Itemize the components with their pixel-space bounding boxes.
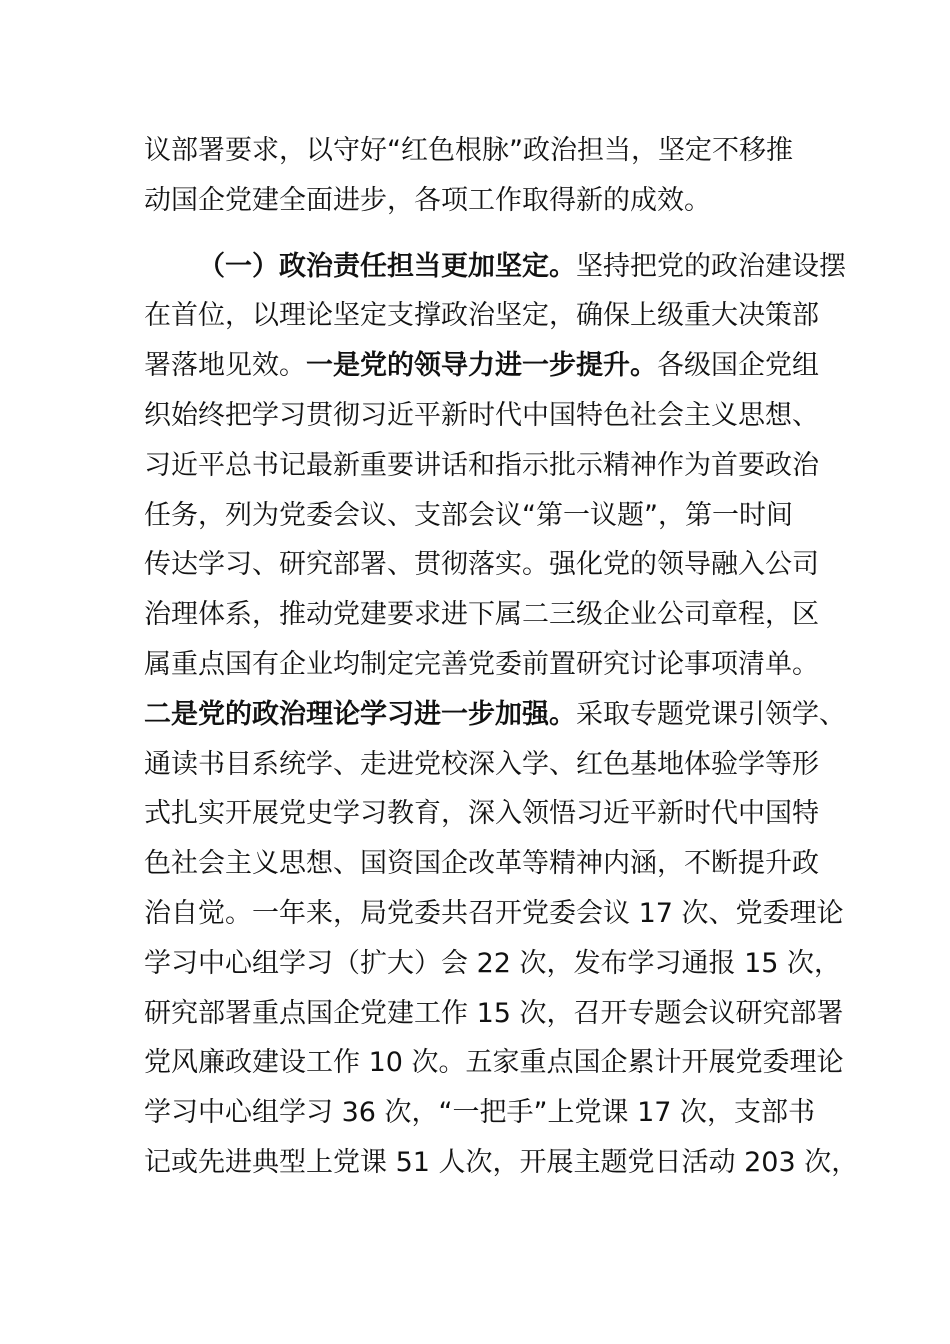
text-line	[144, 291, 824, 341]
subheading-bold: 二是党的政治理论学习进一步加强。	[144, 698, 576, 730]
text-line	[144, 1138, 859, 1188]
text-segment: 动国企党建全面进步，各项工作取得新的成效。	[144, 184, 711, 216]
text-segment: 记或先进典型上党课 51 人次，开展主题党日活动 203 次，	[144, 1146, 859, 1178]
text-line	[144, 126, 824, 176]
text-line	[144, 690, 846, 740]
text-segment: 署落地见效。	[144, 350, 306, 382]
text-segment: 治理体系，推动党建要求进下属二三级企业公司章程，区	[144, 599, 819, 631]
subheading-bold: 一是党的领导力进一步提升。	[306, 350, 657, 382]
text-segment: 研究部署重点国企党建工作 15 次，召开专题会议研究部署	[144, 997, 844, 1029]
text-segment: 式扎实开展党史学习教育，深入领悟习近平新时代中国特	[144, 798, 819, 830]
text-line	[144, 391, 824, 441]
text-line	[144, 540, 824, 590]
text-line	[144, 939, 842, 989]
text-segment: 传达学习、研究部署、贯彻落实。强化党的领导融入公司	[144, 549, 819, 581]
text-segment: 学习中心组学习（扩大）会 22 次，发布学习通报 15 次，	[144, 947, 842, 979]
text-segment: 色社会主义思想、国资国企改革等精神内涵，不断提升政	[144, 848, 819, 880]
text-segment: 各级国企党组	[657, 350, 819, 382]
text-line	[144, 176, 824, 226]
text-segment: 通读书目系统学、走进党校深入学、红色基地体验学等形	[144, 748, 819, 780]
text-segment: 织始终把学习贯彻习近平新时代中国特色社会主义思想、	[144, 399, 819, 431]
text-line	[144, 640, 824, 690]
text-segment: 治自觉。一年来，局党委共召开党委会议 17 次、党委理论	[144, 897, 844, 929]
text-line	[144, 341, 824, 391]
text-line	[144, 242, 846, 292]
text-line	[144, 441, 824, 491]
text-line	[144, 1038, 844, 1088]
text-segment: 议部署要求，以守好“红色根脉”政治担当，坚定不移推	[144, 135, 793, 166]
text-segment: 任务，列为党委会议、支部会议“第一议题”，第一时间	[144, 499, 793, 531]
text-segment: 学习中心组学习 36 次，“一把手”上党课 17 次，支部书	[144, 1097, 816, 1129]
text-line	[144, 989, 844, 1039]
text-line	[144, 491, 824, 541]
text-segment: 属重点国有企业均制定完善党委前置研究讨论事项清单。	[144, 648, 819, 680]
paragraph-gap	[144, 226, 824, 242]
text-segment: 党风廉政建设工作 10 次。五家重点国企累计开展党委理论	[144, 1047, 844, 1079]
text-line	[144, 740, 824, 790]
text-segment: 在首位，以理论坚定支撑政治坚定，确保上级重大决策部	[144, 300, 819, 332]
text-line	[144, 889, 844, 939]
text-segment: 习近平总书记最新重要讲话和指示批示精神作为首要政治	[144, 449, 819, 481]
body-text	[144, 126, 859, 1188]
text-line	[144, 789, 824, 839]
text-line	[144, 1088, 824, 1138]
text-line	[144, 839, 824, 889]
text-segment: 坚持把党的政治建设摆	[576, 250, 846, 282]
section-heading: （一）政治责任担当更加坚定。	[198, 250, 576, 282]
text-segment: 采取专题党课引领学、	[576, 698, 846, 730]
text-line	[144, 590, 824, 640]
